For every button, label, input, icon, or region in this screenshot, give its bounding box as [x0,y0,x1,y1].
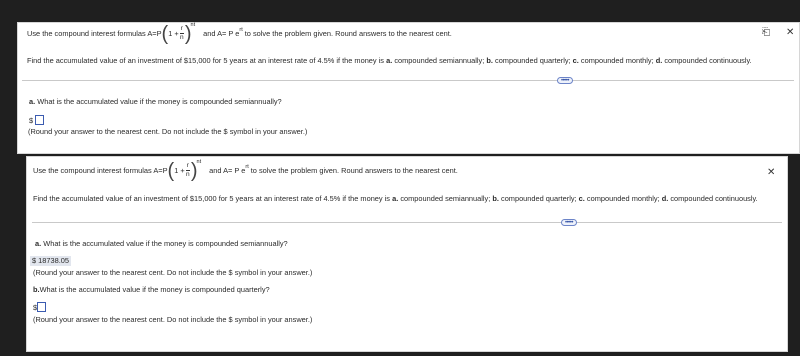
formula-open-paren: ( [167,159,175,182]
part-c-text: compounded monthly; [586,194,660,203]
problem-text: Find the accumulated value of an investment of $15,000 for 5 years at an interest rate of 4.5% if the money is [33,194,391,203]
instructions-line [27,21,452,45]
more-dots: ••••• [564,219,573,226]
formula-fraction [186,162,190,179]
divider [32,219,782,226]
instructions-suffix: to solve the problem given. Round answers to the nearest cent. [244,29,452,38]
rounding-hint-b: (Round your answer to the nearest cent. Do not include the $ symbol in your answer.) [33,315,313,324]
formula-fraction [180,25,184,42]
question-panel-background [17,22,800,154]
instructions-middle: and A= P e [209,166,246,175]
divider [22,77,794,84]
fraction-numerator: r [180,25,183,32]
instructions-prefix: Use the compound interest formulas A=P [27,29,162,38]
part-c-label: c. [578,194,585,203]
formula-one-plus: 1 + [168,29,179,38]
formula-close-paren: ) [184,22,192,45]
formula-exponent-2: rt [245,163,249,170]
question-a-text: What is the accumulated value if the money is compounded semiannually? [37,97,282,106]
problem-statement [33,194,758,203]
part-b-label: b. [486,56,493,65]
part-d-text: compounded continuously. [670,194,758,203]
instructions-line [33,158,458,182]
part-b-text: compounded quarterly; [495,56,571,65]
formula-exponent: nt [190,21,196,28]
formula-exponent-2: rt [239,26,243,33]
question-a-label: a. [29,97,36,106]
part-a-label: a. [392,194,399,203]
question-panel-foreground [26,156,788,352]
fraction-denominator: n [179,34,184,41]
part-b-text: compounded quarterly; [501,194,577,203]
part-d-label: d. [661,194,669,203]
part-a-label: a. [386,56,393,65]
part-c-label: c. [572,56,579,65]
problem-statement [27,56,752,65]
close-icon[interactable]: ✕ [786,27,795,38]
instructions-middle: and A= P e [203,29,240,38]
part-d-text: compounded continuously. [664,56,752,65]
rounding-hint: (Round your answer to the nearest cent. Do not include the $ symbol in your answer.) [28,127,308,136]
formula-close-paren: ) [190,159,198,182]
formula-exponent: nt [196,158,202,165]
expand-more-button[interactable] [557,77,573,84]
dollar-sign: $ [29,116,34,125]
rounding-hint-a: (Round your answer to the nearest cent. Do not include the $ symbol in your answer.) [33,268,313,277]
part-b-label: b. [492,194,499,203]
question-b-text: What is the accumulated value if the money is compounded quarterly? [39,285,270,294]
instructions-prefix: Use the compound interest formulas A=P [33,166,168,175]
question-a-text: What is the accumulated value if the money is compounded semiannually? [43,239,288,248]
more-dots: ••••• [560,77,569,84]
formula-one-plus: 1 + [174,166,185,175]
question-b-label: b. [33,285,40,294]
part-a-text: compounded semiannually; [400,194,491,203]
formula-open-paren: ( [161,22,169,45]
instructions-suffix: to solve the problem given. Round answers to the nearest cent. [250,166,458,175]
answer-b-input[interactable] [37,302,46,312]
fraction-numerator: r [186,162,189,169]
close-icon[interactable]: ✕ [767,167,776,178]
answer-a-input[interactable] [35,115,44,125]
problem-text: Find the accumulated value of an investment of $15,000 for 5 years at an interest rate of 4.5% if the money is [27,56,385,65]
question-b [33,285,270,294]
save-icon[interactable]: ⎗ [762,27,770,38]
part-d-label: d. [655,56,663,65]
expand-more-button[interactable] [561,219,577,226]
part-a-text: compounded semiannually; [394,56,485,65]
question-a [35,239,288,248]
answer-a-value[interactable]: $ 18738.05 [32,256,69,265]
question-a [29,97,282,106]
question-a-label: a. [35,239,42,248]
fraction-denominator: n [185,171,190,178]
part-c-text: compounded monthly; [580,56,654,65]
dollar-sign: $ [33,303,38,312]
